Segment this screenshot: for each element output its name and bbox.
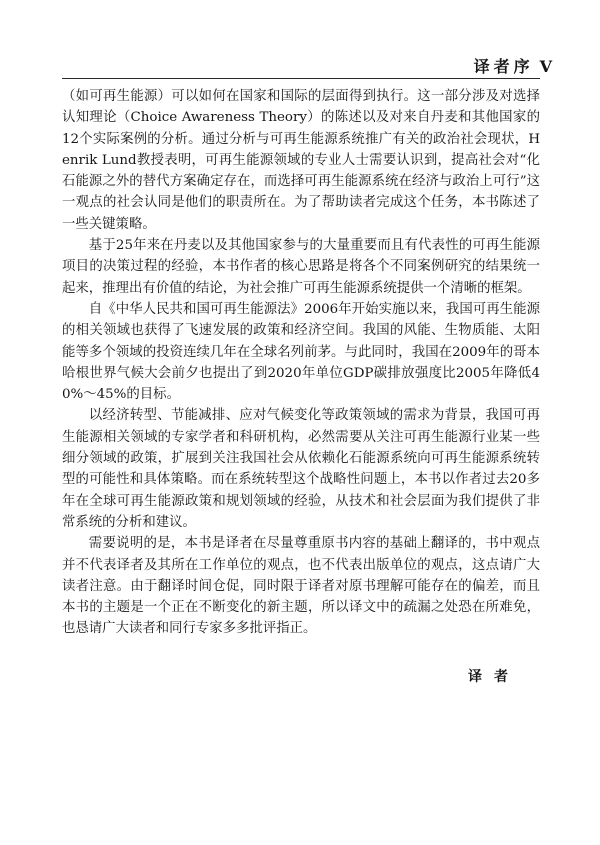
translator-signature: 译者	[468, 669, 520, 685]
paragraph: 需要说明的是，本书是译者在尽量尊重原书内容的基础上翻译的，书中观点并不代表译者及其所在工作单位的观点，也不代表出版单位的观点，这点请广大读者注意。由于翻译时间仓促，同时限于译者对原书理解可能存在的偏差，而且本书的主题是一个正在不断变化的新主题，所以译文中的疏漏之处恐在所难免，也恳请广大读者和同行专家多多批评指正。	[62, 536, 540, 637]
page-number: V	[539, 57, 552, 76]
body-text	[62, 86, 540, 640]
running-header	[474, 54, 552, 77]
header-rule	[62, 78, 540, 79]
section-title: 译者序	[473, 57, 534, 76]
paragraph: 自《中华人民共和国可再生能源法》2006年开始实施以来，我国可再生能源的相关领域也获得了飞速发展的政策和经济空间。我国的风能、生物质能、太阳能等多个领域的投资连续几年在全球名列前茅。与此同时，我国在2009年的哥本哈根世界气候大会前夕也提出了到2020年单位GDP碳排放强度比2005年降低40%～45%的目标。	[62, 301, 540, 403]
paragraph: 基于25年来在丹麦以及其他国家参与的大量重要而且有代表性的可再生能源项目的决策过程的经验，本书作者的核心思路是将各个不同案例研究的结果统一起来，推理出有价值的结论，为社会推广可再生能源系统提供一个清晰的框架。	[62, 238, 540, 296]
paragraph: 以经济转型、节能减排、应对气候变化等政策领域的需求为背景，我国可再生能源相关领域的专家学者和科研机构，必然需要从关注可再生能源行业某一些细分领域的政策，扩展到关注我国社会从依赖化石能源系统向可再生能源系统转型的可能性和具体策略。而在系统转型这个战略性问题上，本书以作者过去20多年在全球可再生能源政策和规划领域的经验，从技术和社会层面为我们提供了非常系统的分析和建议。	[62, 408, 540, 530]
paragraph-continued: （如可再生能源）可以如何在国家和国际的层面得到执行。这一部分涉及对选择认知理论（Choice Awareness Theory）的陈述以及对来自丹麦和其他国家的12个实际案例的分析。通过分析与可再生能源系统推广有关的政治社会现状，Henrik Lund教授表明，可再生能源领域的专业人士需要认识到，提高社会对“化石能源之外的替代方案确定存在，而选择可再生能源系统在经济与政治上可行”这一观点的社会认同是他们的职责所在。为了帮助读者完成这个任务，本书陈述了一些关键策略。	[62, 89, 540, 232]
